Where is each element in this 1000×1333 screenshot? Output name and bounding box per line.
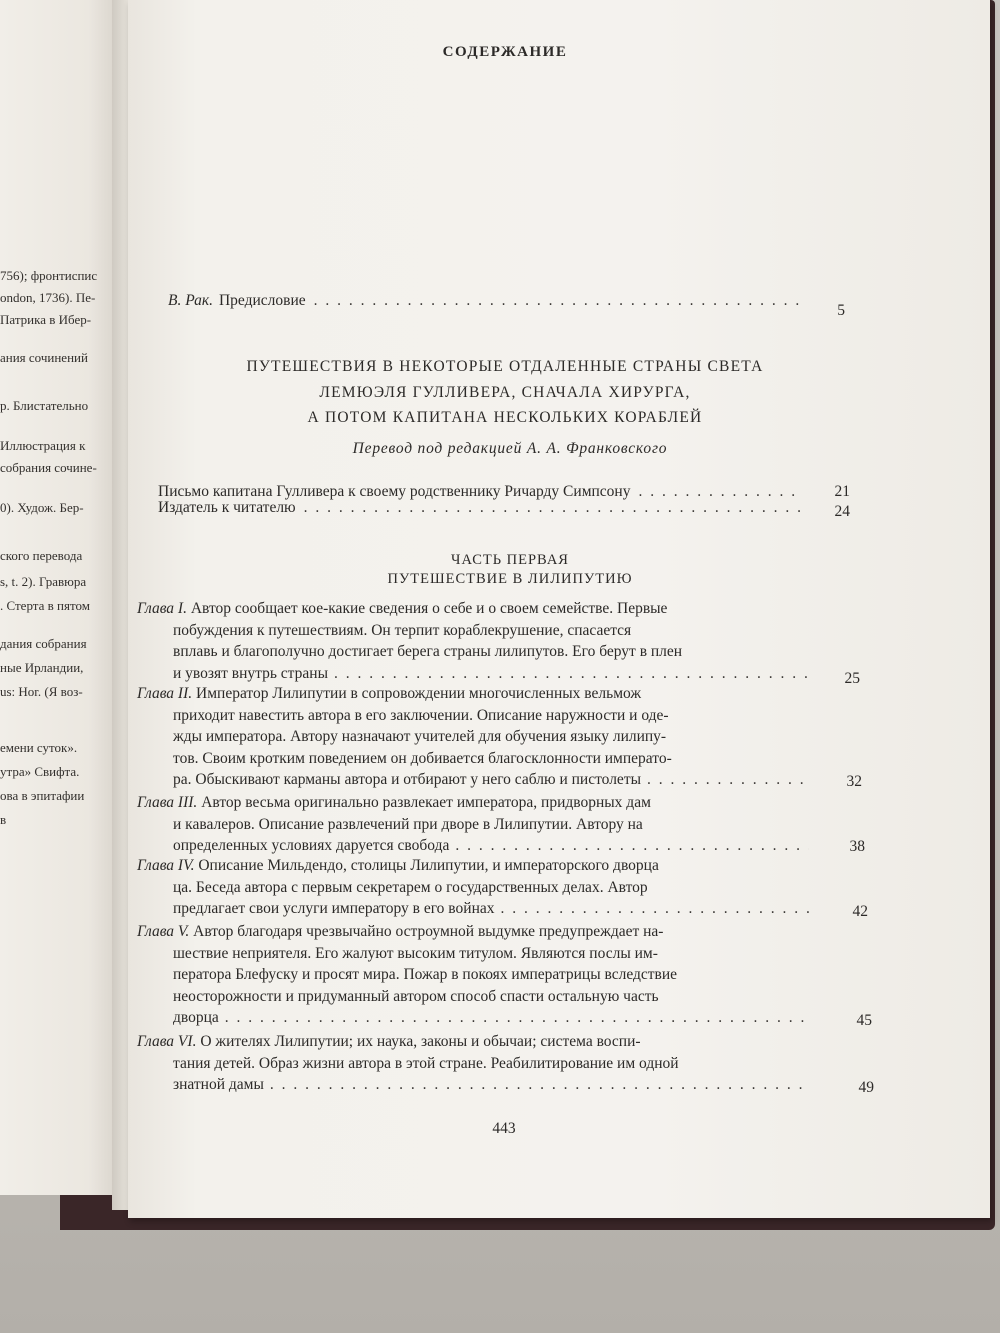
chapter-entry bbox=[137, 792, 809, 857]
page-number: 21 bbox=[834, 483, 850, 500]
chapter-text: тов. Своим кротким поведением он добивается благосклонности императо- bbox=[173, 749, 672, 767]
folio-page-number: 443 bbox=[492, 1120, 516, 1137]
chapter-label: Глава III. bbox=[137, 794, 198, 811]
work-title-line: А ПОТОМ КАПИТАНА НЕСКОЛЬКИХ КОРАБЛЕЙ bbox=[307, 409, 703, 426]
dot-leader bbox=[304, 497, 800, 518]
toc-entry-preface bbox=[168, 290, 808, 311]
left-page-line: ondon, 1736). Пе- bbox=[0, 290, 96, 305]
toc-heading: СОДЕРЖАНИЕ bbox=[442, 44, 568, 60]
chapter-entry bbox=[137, 598, 809, 684]
page-number: 5 bbox=[837, 302, 845, 319]
left-page-line: Патрика в Ибер- bbox=[0, 312, 92, 327]
dot-leader bbox=[314, 290, 800, 311]
translator-credit: Перевод под редакцией А. А. Франковского bbox=[352, 440, 668, 457]
preface-title: Предисловие bbox=[218, 292, 306, 309]
chapter-label: Глава VI. bbox=[137, 1033, 197, 1050]
page-number: 42 bbox=[852, 903, 868, 920]
page-number: 49 bbox=[858, 1079, 874, 1096]
chapter-entry bbox=[137, 855, 809, 920]
dot-leader bbox=[334, 663, 809, 685]
page-number: 25 bbox=[844, 670, 860, 687]
chapter-text: ра. Обыскивают карманы автора и отбирают у него саблю и пистолеты bbox=[173, 771, 642, 788]
chapter-text: О жителях Лилипутии; их наука, законы и обычаи; система воспи- bbox=[200, 1033, 641, 1050]
chapter-text: Автор сообщает кое-какие сведения о себе и о своем семействе. Первые bbox=[190, 600, 668, 617]
part-label: ЧАСТЬ ПЕРВАЯ bbox=[451, 552, 569, 568]
chapter-text: и увозят внутрь страны bbox=[173, 664, 328, 682]
entry-title: Издатель к читателю bbox=[158, 499, 296, 516]
left-page-line: 756); фронтиспис bbox=[0, 268, 98, 283]
chapter-text: приходит навестить автора в его заключении. Описание наружности и оде- bbox=[173, 706, 669, 724]
preface-author: В. Рак. bbox=[168, 292, 213, 309]
left-page-line: ова в эпитафии bbox=[0, 788, 85, 803]
left-page-line: в bbox=[0, 812, 7, 827]
dot-leader bbox=[647, 769, 809, 791]
left-page-line: ания сочинений bbox=[0, 350, 88, 365]
left-page-line: утра» Свифта. bbox=[0, 764, 80, 779]
work-title-line: ЛЕМЮЭЛЯ ГУЛЛИВЕРА, СНАЧАЛА ХИРУРГА, bbox=[319, 384, 691, 401]
entry-title: Письмо капитана Гулливера к своему родственнику Ричарду Симпсону bbox=[158, 483, 631, 500]
left-page-line: us: Hor. (Я воз- bbox=[0, 684, 83, 699]
left-page-line: s, t. 2). Гравюра bbox=[0, 574, 87, 589]
chapter-text: Автор весьма оригинально развлекает императора, придворных дам bbox=[201, 794, 651, 811]
chapter-text: предлагает свои услуги императору в его войнах bbox=[173, 900, 495, 917]
chapter-text: побуждения к путешествиям. Он терпит кораблекрушение, спасается bbox=[173, 621, 632, 639]
chapter-text: ператора Блефуску и просят мира. Пожар в покоях императрицы вследствие bbox=[173, 966, 678, 983]
left-page-line: . Стерта в пятом bbox=[0, 598, 90, 613]
dot-leader bbox=[270, 1074, 809, 1096]
page-number: 32 bbox=[846, 773, 862, 790]
page-number: 38 bbox=[849, 838, 865, 855]
chapter-label: Глава II. bbox=[137, 685, 193, 702]
chapter-label: Глава V. bbox=[137, 923, 190, 940]
chapter-text: дворца bbox=[173, 1009, 219, 1026]
chapter-text: шествие неприятеля. Его жалуют высоким титулом. Являются послы им- bbox=[173, 944, 658, 962]
page-number: 45 bbox=[856, 1012, 872, 1029]
work-title-line: ПУТЕШЕСТВИЯ В НЕКОТОРЫЕ ОТДАЛЕННЫЕ СТРАНЫ СВЕТА bbox=[246, 358, 764, 375]
chapter-text: определенных условиях даруется свобода bbox=[173, 837, 450, 854]
chapter-text: Император Лилипутии в сопровождении многочисленных вельмож bbox=[196, 685, 642, 702]
chapter-text: ца. Беседа автора с первым секретарем о государственных делах. Автор bbox=[173, 878, 648, 896]
chapter-text: жды императора. Автору назначают учителей для обучения языку лилипу- bbox=[173, 728, 667, 745]
chapter-text: неосторожности и придуманный автором способ спасти остальную часть bbox=[173, 987, 659, 1005]
chapter-entry bbox=[137, 683, 809, 791]
chapter-entry bbox=[137, 1031, 809, 1096]
left-page-line: собрания сочине- bbox=[0, 460, 97, 475]
left-page-line: ского перевода bbox=[0, 548, 83, 563]
part-title: ПУТЕШЕСТВИЕ В ЛИЛИПУТИЮ bbox=[387, 571, 633, 587]
dot-leader bbox=[225, 1007, 809, 1029]
chapter-entry bbox=[137, 921, 809, 1029]
chapter-text: Автор благодаря чрезвычайно остроумной выдумке предупреждает на- bbox=[193, 923, 664, 940]
chapter-text: вплавь и благополучно достигает берега страны лилипутов. Его берут в плен bbox=[173, 643, 683, 660]
chapter-label: Глава I. bbox=[137, 600, 187, 617]
left-page-line: емени суток». bbox=[0, 740, 78, 755]
toc-entry-publisher bbox=[158, 497, 808, 518]
left-page-line: р. Блистательно bbox=[0, 398, 89, 413]
left-page-line: ные Ирландии, bbox=[0, 660, 84, 675]
chapter-label: Глава IV. bbox=[137, 857, 195, 874]
page-number: 24 bbox=[834, 503, 850, 520]
chapter-text: знатной дамы bbox=[173, 1076, 264, 1093]
left-page-line: Иллюстрация к bbox=[0, 438, 86, 453]
left-page-line: 0). Худож. Бер- bbox=[0, 500, 84, 515]
left-page-line: дания собрания bbox=[0, 636, 87, 651]
chapter-text: Описание Мильдендо, столицы Лилипутии, и императорского дворца bbox=[198, 857, 659, 874]
chapter-text: и кавалеров. Описание развлечений при дворе в Лилипутии. Автору на bbox=[173, 815, 643, 833]
chapter-text: тания детей. Образ жизни автора в этой стране. Реабилитирование им одной bbox=[173, 1054, 679, 1072]
dot-leader bbox=[501, 898, 810, 920]
dot-leader bbox=[455, 835, 809, 857]
